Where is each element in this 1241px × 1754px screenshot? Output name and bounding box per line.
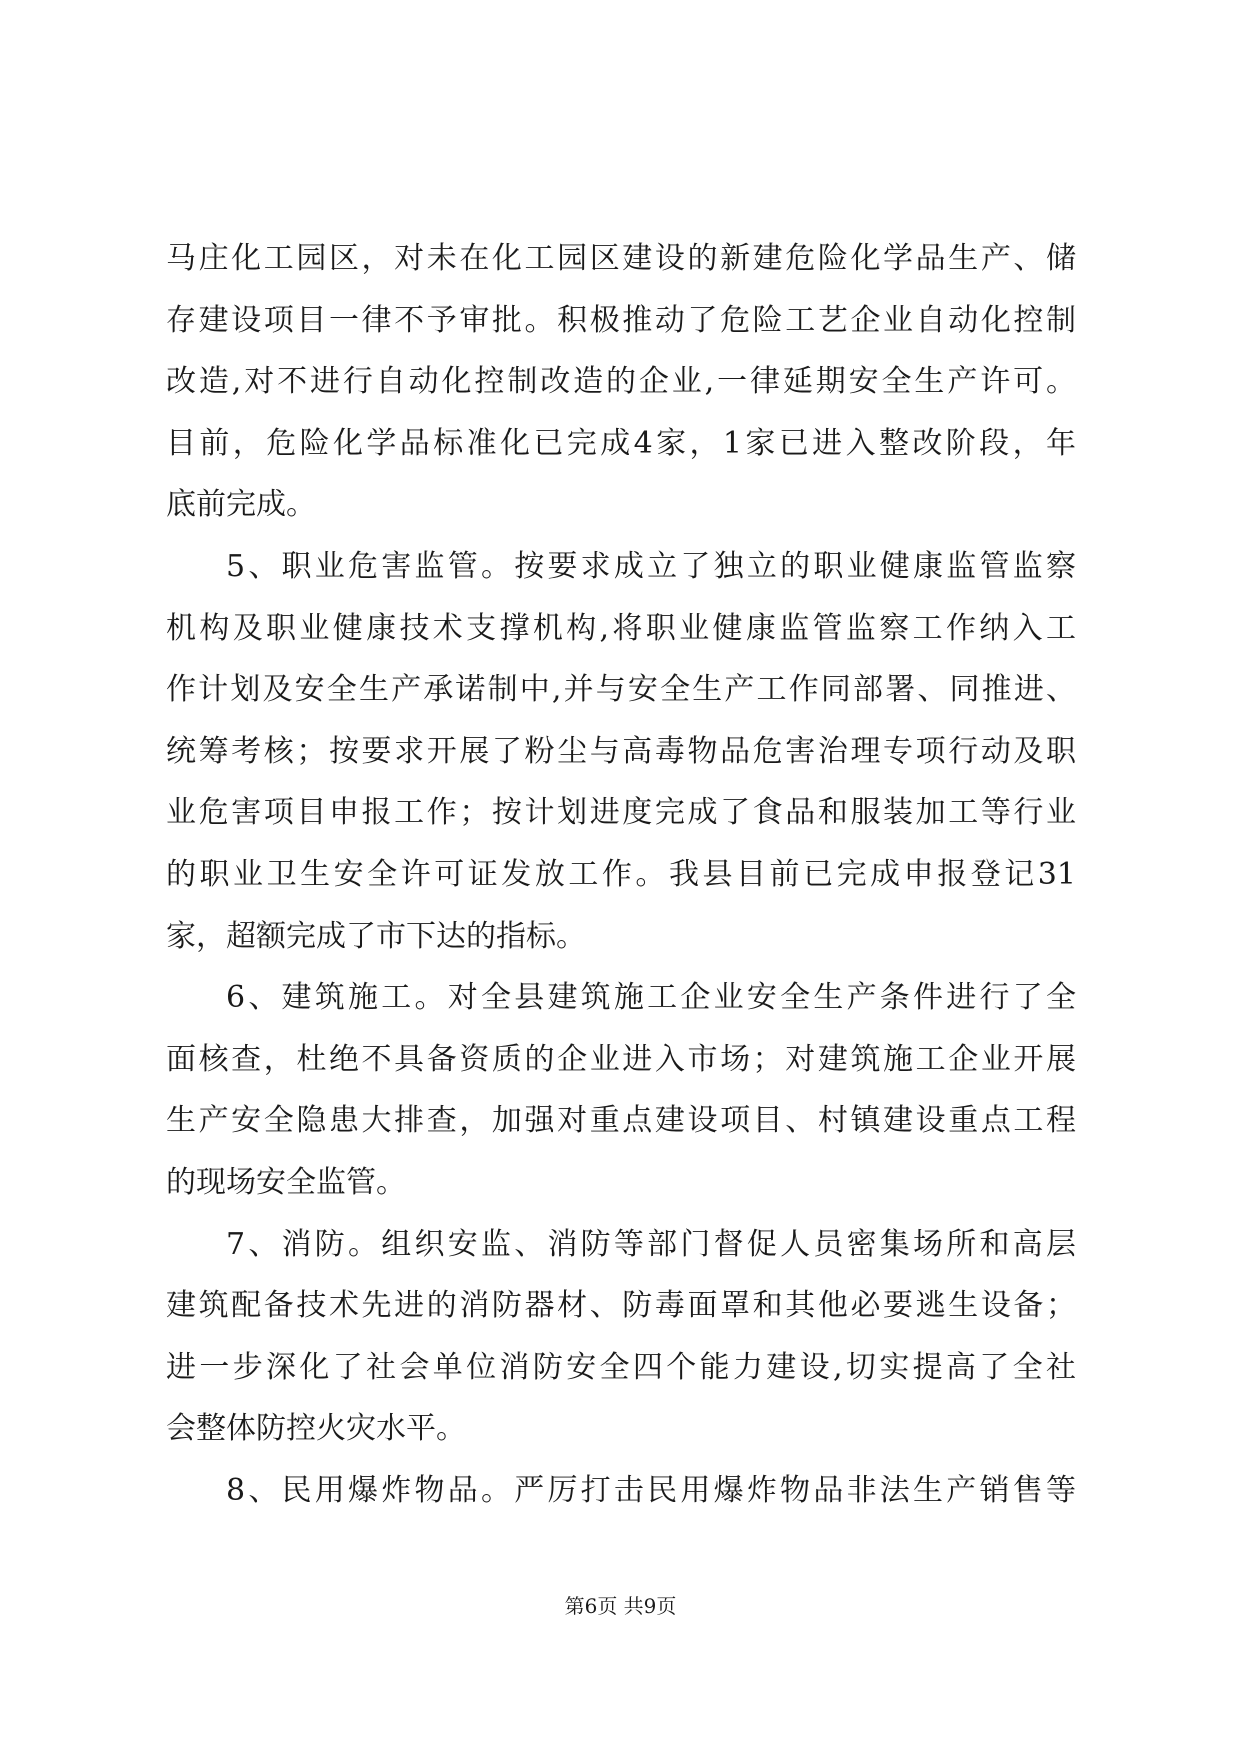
- text-line: 面核查，杜绝不具备资质的企业进入市场；对建筑施工企业开展: [166, 1041, 1076, 1077]
- text-line: 底前完成。: [166, 487, 316, 523]
- text-line: 的职业卫生安全许可证发放工作。我县目前已完成申报登记31: [166, 856, 1076, 892]
- page-number-footer: 第6页 共9页: [564, 1594, 677, 1618]
- text-line: 马庄化工园区，对未在化工园区建设的新建危险化学品生产、储: [166, 241, 1076, 276]
- text-line: 作计划及安全生产承诺制中,并与安全生产工作同部署、同推进、: [166, 672, 1076, 708]
- paragraph-heading-line: 8、民用爆炸物品。严厉打击民用爆炸物品非法生产销售等: [226, 1472, 1076, 1508]
- paragraph-heading-line: 5、职业危害监管。按要求成立了独立的职业健康监管监察: [226, 548, 1076, 584]
- body-text: [166, 228, 1076, 1521]
- text-line: 的现场安全监管。: [166, 1164, 406, 1200]
- text-line: 改造,对不进行自动化控制改造的企业,一律延期安全生产许可。: [166, 364, 1076, 400]
- text-line: 建筑配备技术先进的消防器材、防毒面罩和其他必要逃生设备；: [166, 1288, 1076, 1324]
- text-line: 存建设项目一律不予审批。积极推动了危险工艺企业自动化控制: [166, 302, 1076, 338]
- paragraph-heading-line: 6、建筑施工。对全县建筑施工企业安全生产条件进行了全: [226, 980, 1076, 1016]
- text-line: 业危害项目申报工作；按计划进度完成了食品和服装加工等行业: [166, 795, 1076, 831]
- text-line: 会整体防控火灾水平。: [166, 1411, 466, 1447]
- text-line: 进一步深化了社会单位消防安全四个能力建设,切实提高了全社: [166, 1349, 1076, 1385]
- text-line: 统筹考核；按要求开展了粉尘与高毒物品危害治理专项行动及职: [166, 733, 1076, 769]
- paragraph-heading-line: 7、消防。组织安监、消防等部门督促人员密集场所和高层: [226, 1226, 1076, 1262]
- text-line: 目前，危险化学品标准化已完成4家，1家已进入整改阶段，年: [166, 425, 1076, 461]
- text-line: 机构及职业健康技术支撑机构,将职业健康监管监察工作纳入工: [166, 610, 1076, 646]
- text-line: 家，超额完成了市下达的指标。: [166, 918, 586, 954]
- text-line: 生产安全隐患大排查，加强对重点建设项目、村镇建设重点工程: [166, 1103, 1076, 1139]
